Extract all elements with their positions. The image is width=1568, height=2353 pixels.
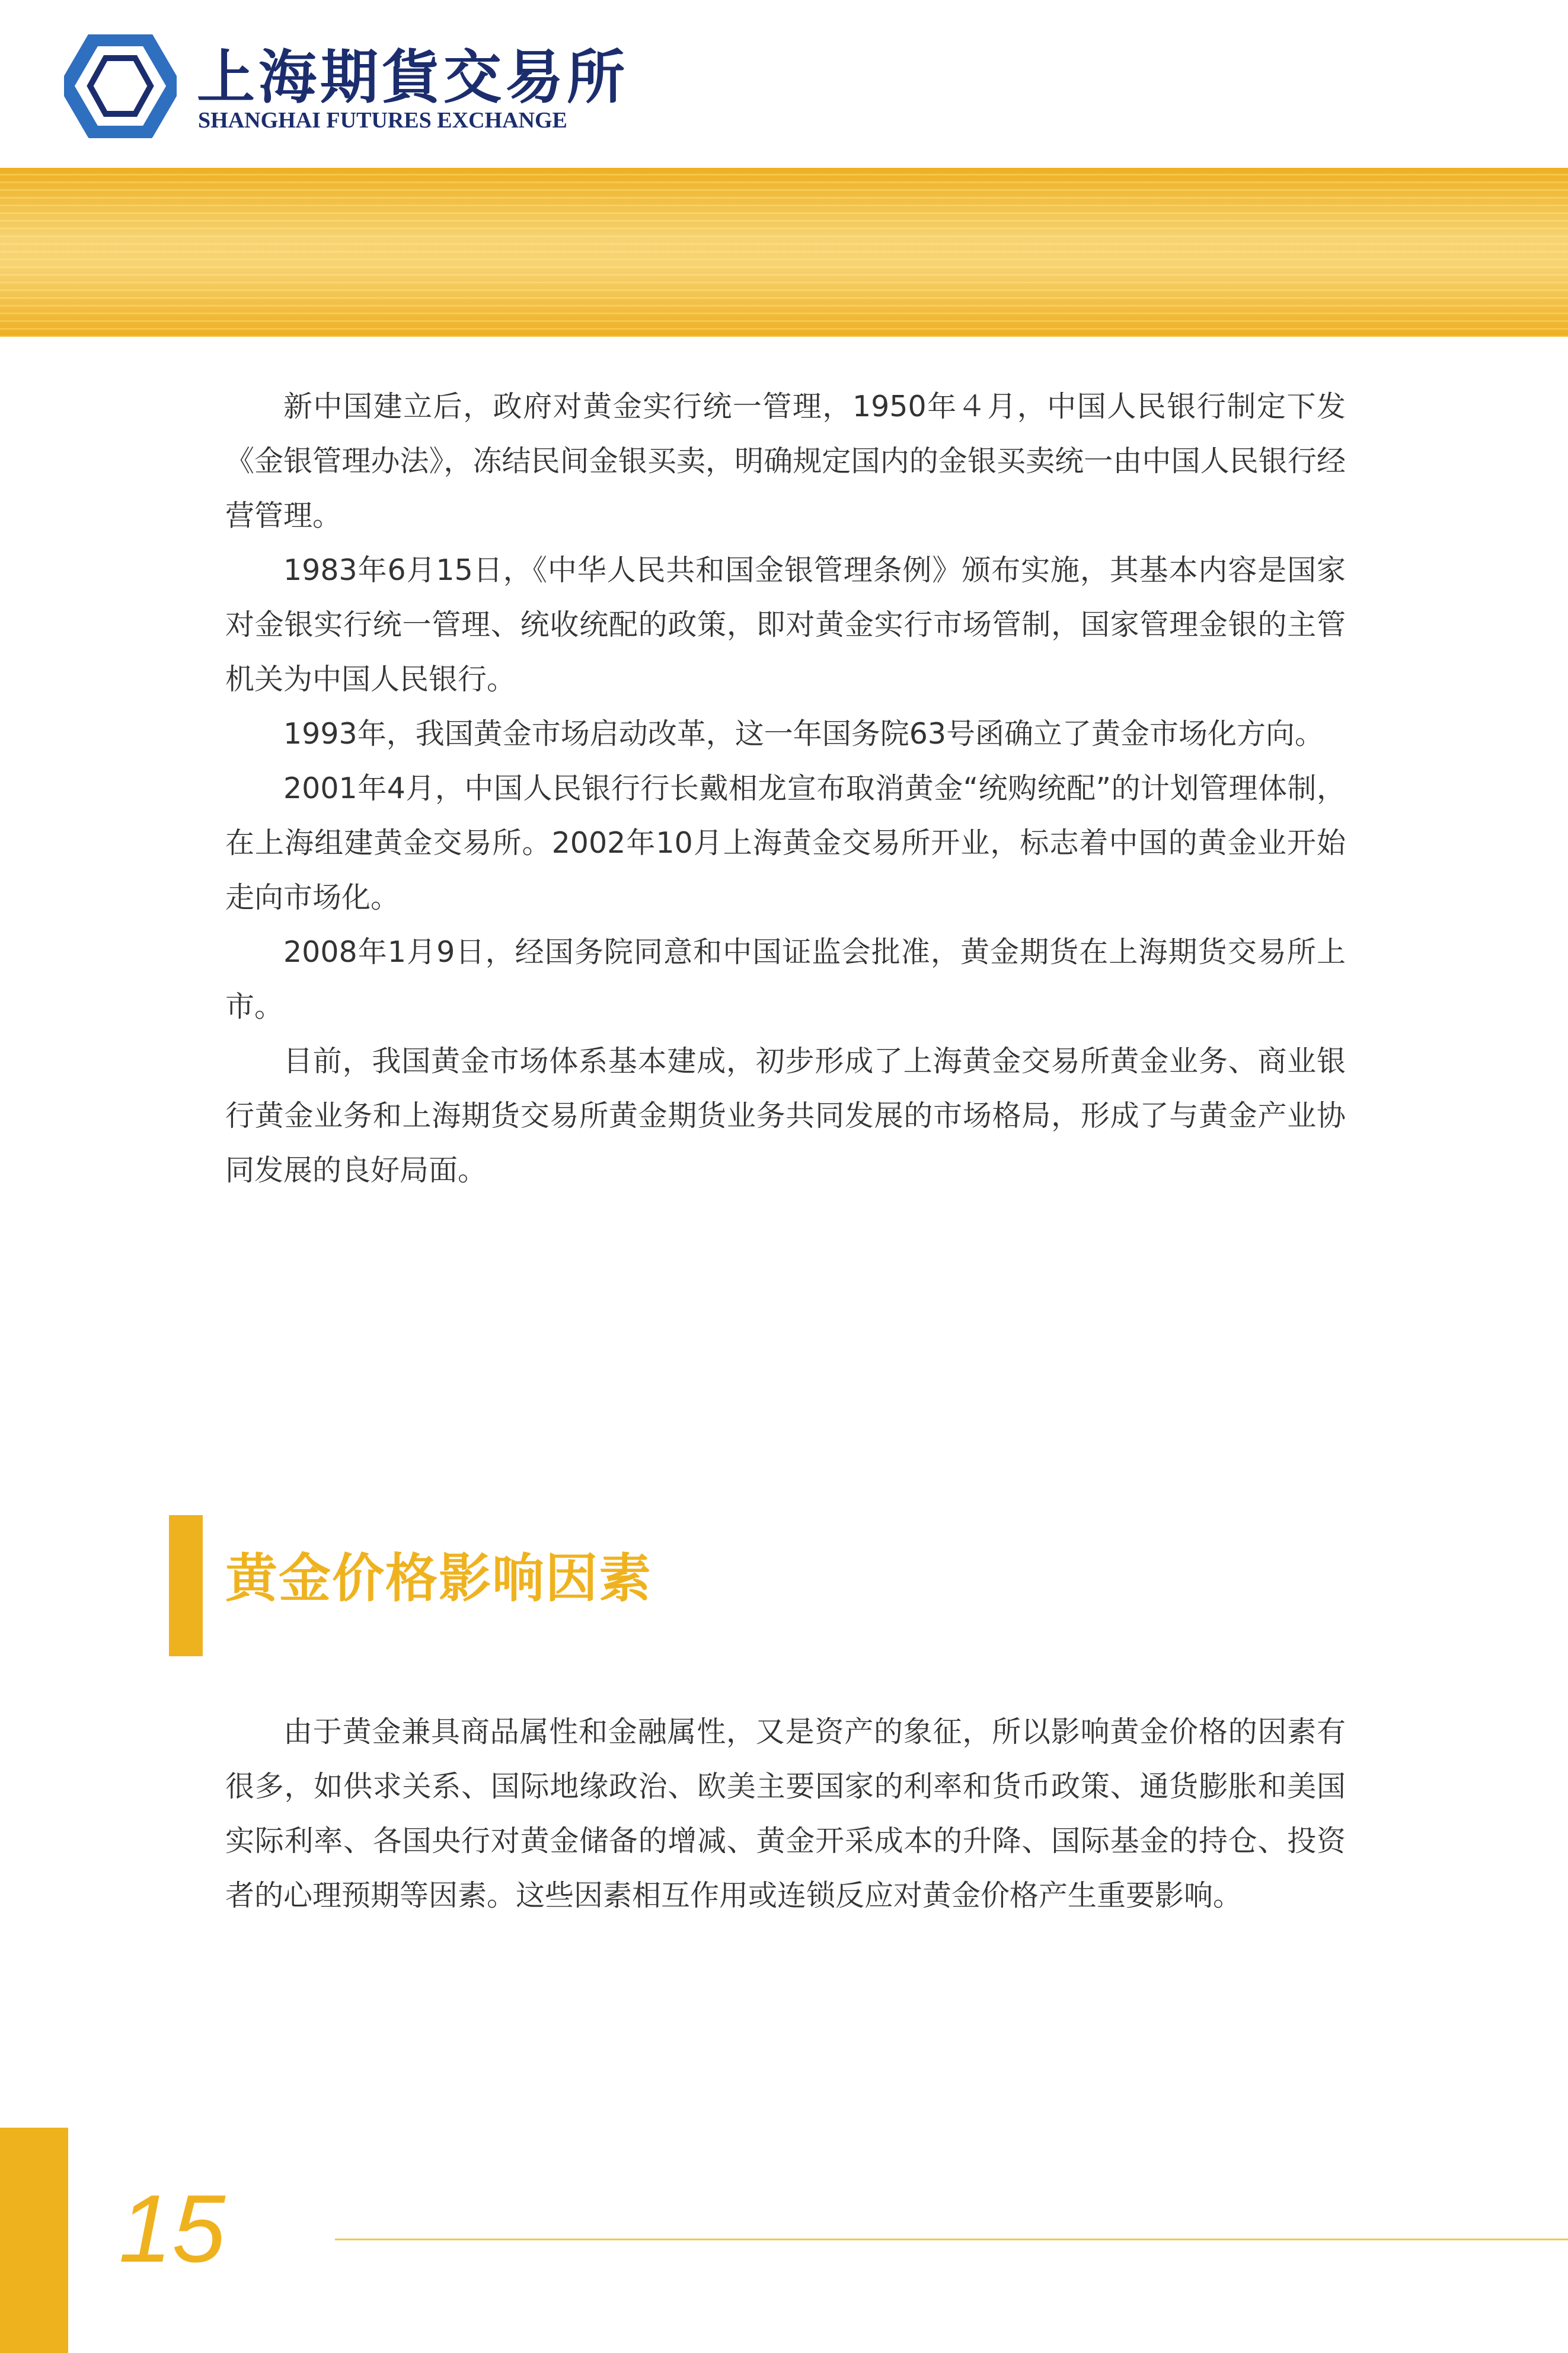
section-body-text <box>225 1705 1346 1923</box>
section-heading: 黄金价格影响因素 <box>225 1548 653 1609</box>
logo-english-name: SHANGHAI FUTURES EXCHANGE <box>198 108 567 133</box>
sfe-logo-icon <box>64 34 177 138</box>
decorative-band-highlight <box>0 168 1568 337</box>
footer-accent-bar <box>0 2128 68 2353</box>
paragraph: 由于黄金兼具商品属性和金融属性，又是资产的象征，所以影响黄金价格的因素有很多，如供求关系、国际地缘政治、欧美主要国家的利率和货币政策、通货膨胀和美国实际利率、各国央行对黄金储备的增减、黄金开采成本的升降、国际基金的持仓、投资者的心理预期等因素。这些因素相互作用或连锁反应对黄金价格产生重要影响。 <box>225 1715 1346 1912</box>
section-accent-bar <box>169 1515 203 1656</box>
page-header <box>0 0 1568 166</box>
paragraph: 新中国建立后，政府对黄金实行统一管理，1950年４月，中国人民银行制定下发《金银管理办法》，冻结民间金银买卖，明确规定国内的金银买卖统一由中国人民银行经营管理。 <box>225 390 1346 533</box>
footer-divider <box>335 2239 1568 2240</box>
body-text <box>225 380 1346 1198</box>
logo-chinese-name: 上海期貨交易所 <box>197 43 629 111</box>
paragraph: 2001年4月，中国人民银行行长戴相龙宣布取消黄金“统购统配”的计划管理体制，在上海组建黄金交易所。2002年10月上海黄金交易所开业，标志着中国的黄金业开始走向市场化。 <box>225 771 1346 914</box>
paragraph: 1983年6月15日，《中华人民共和国金银管理条例》颁布实施，其基本内容是国家对金银实行统一管理、统收统配的政策，即对黄金实行市场管制，国家管理金银的主管机关为中国人民银行。 <box>225 553 1346 696</box>
paragraph: 2008年1月9日，经国务院同意和中国证监会批准，黄金期货在上海期货交易所上市。 <box>225 935 1346 1024</box>
paragraph: 1993年，我国黄金市场启动改革，这一年国务院63号函确立了黄金市场化方向。 <box>283 717 1324 751</box>
paragraph: 目前，我国黄金市场体系基本建成，初步形成了上海黄金交易所黄金业务、商业银行黄金业务和上海期货交易所黄金期货业务共同发展的市场格局，形成了与黄金产业协同发展的良好局面。 <box>225 1044 1346 1187</box>
page-number: 15 <box>119 2175 226 2282</box>
